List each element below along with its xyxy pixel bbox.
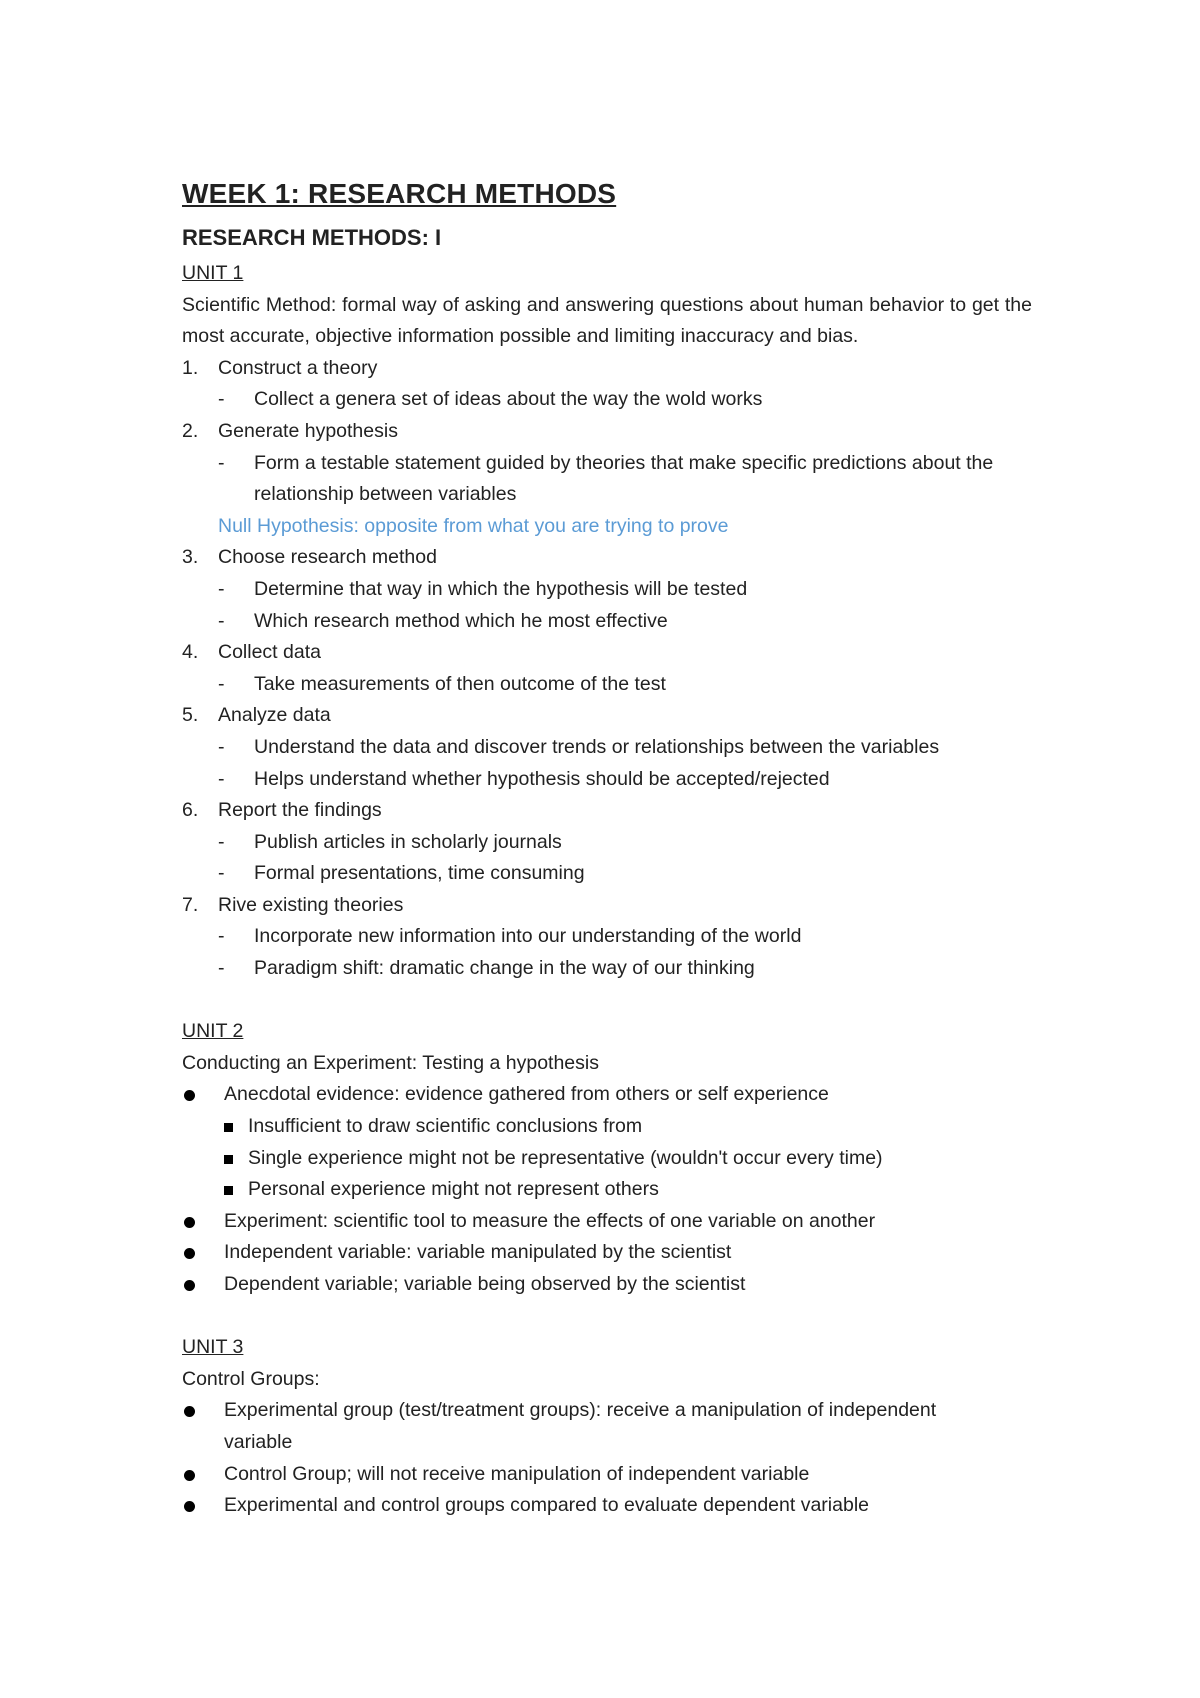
sub-text: Helps understand whether hypothesis should be accepted/rejected [254, 767, 830, 790]
step-7 [182, 890, 1032, 922]
page-subtitle: RESEARCH METHODS: I [182, 225, 442, 250]
unit-1-heading: UNIT 1 [182, 262, 244, 284]
step-1 [182, 353, 1032, 385]
dash-marker: - [218, 925, 225, 948]
step-3-sub-2 [182, 606, 1032, 638]
bullet-text: Independent variable: variable manipulated by the scientist [224, 1241, 732, 1264]
step-7-sub-1 [182, 921, 1032, 953]
step-6-sub-2 [182, 858, 1032, 890]
unit-3-heading: UNIT 3 [182, 1336, 244, 1359]
step-7-sub-2 [182, 953, 1032, 985]
bullet-dot-icon [182, 1395, 224, 1458]
bullet-dot-icon [182, 1206, 224, 1238]
step-number: 3. [182, 546, 199, 569]
step-3-sub-1 [182, 574, 1032, 606]
step-5-sub-2 [182, 764, 1032, 796]
unit-2-heading: UNIT 2 [182, 1020, 244, 1043]
step-number: 6. [182, 799, 199, 822]
bullet-dot-icon [182, 1237, 224, 1269]
unit-3-bullet-1 [182, 1395, 1032, 1458]
sub-bullet-text: Single experience might not be representative (wouldn't occur every time) [248, 1146, 883, 1169]
step-text: Collect data [218, 641, 321, 664]
sub-text: Take measurements of then outcome of the test [254, 672, 666, 695]
bullet-text: Anecdotal evidence: evidence gathered from others or self experience [224, 1083, 829, 1106]
bullet-dot-icon [182, 1079, 224, 1111]
sub-text: Determine that way in which the hypothesis will be tested [254, 577, 748, 600]
unit-2-intro: Conducting an Experiment: Testing a hypothesis [182, 1051, 599, 1074]
bullet-text: Dependent variable; variable being observed by the scientist [224, 1273, 746, 1295]
step-2-sub-1 [182, 448, 1032, 511]
sub-bullet-text: Personal experience might not represent others [248, 1178, 659, 1201]
dash-marker: - [218, 735, 225, 758]
dash-marker: - [218, 862, 225, 885]
square-bullet-icon [224, 1174, 236, 1206]
dash-marker: - [218, 830, 225, 853]
step-number: 4. [182, 641, 199, 664]
step-6-sub-1 [182, 827, 1032, 859]
unit-2-bullet-1 [182, 1079, 1032, 1111]
unit-3-bullet-3 [182, 1490, 1032, 1522]
sub-text: Collect a genera set of ideas about the way the wold works [254, 388, 763, 411]
dash-marker: - [218, 577, 225, 600]
spacer [182, 985, 1032, 1017]
bullet-dot-icon [182, 1269, 224, 1301]
bullet-text: Control Group; will not receive manipulation of independent variable [224, 1462, 810, 1485]
document-page [182, 172, 1032, 1522]
unit-1-definition: Scientific Method: formal way of asking and answering questions about human behavior to get the most accurate, objective information possible and limiting inaccuracy and bias. [182, 293, 1032, 348]
step-number: 7. [182, 893, 199, 916]
dash-marker: - [218, 451, 225, 474]
step-text: Generate hypothesis [218, 419, 398, 442]
step-text: Construct a theory [218, 356, 378, 379]
step-6 [182, 795, 1032, 827]
dash-marker: - [218, 767, 225, 790]
unit-2-sub-bullet-1 [182, 1111, 1032, 1143]
unit-2-sub-bullet-2 [182, 1143, 1032, 1175]
unit-2-bullet-3 [182, 1237, 1032, 1269]
step-2 [182, 416, 1032, 448]
sub-text: Which research method which he most effective [254, 609, 668, 632]
square-bullet-icon [224, 1111, 236, 1143]
sub-text: Formal presentations, time consuming [254, 862, 585, 885]
step-5-sub-1 [182, 732, 1032, 764]
dash-marker: - [218, 388, 225, 411]
dash-marker: - [218, 957, 225, 980]
bullet-text: Experimental group (test/treatment groups): receive a manipulation of independent variable [224, 1399, 937, 1453]
sub-text: Publish articles in scholarly journals [254, 830, 562, 853]
unit-2-sub-bullet-3 [182, 1174, 1032, 1206]
step-text: Analyze data [218, 704, 331, 727]
unit-2-bullet-4 [182, 1269, 1032, 1301]
dash-marker: - [218, 672, 225, 695]
step-text: Rive existing theories [218, 893, 404, 916]
sub-text: Paradigm shift: dramatic change in the way of our thinking [254, 957, 755, 980]
bullet-dot-icon [182, 1490, 224, 1522]
bullet-dot-icon [182, 1459, 224, 1491]
step-3 [182, 542, 1032, 574]
dash-marker: - [218, 609, 225, 632]
bullet-text: Experiment: scientific tool to measure the effects of one variable on another [224, 1209, 876, 1232]
bullet-text: Experimental and control groups compared to evaluate dependent variable [224, 1494, 869, 1517]
step-4 [182, 637, 1032, 669]
sub-text: Incorporate new information into our understanding of the world [254, 925, 802, 948]
step-5 [182, 700, 1032, 732]
step-number: 1. [182, 356, 199, 379]
unit-3-intro: Control Groups: [182, 1367, 320, 1390]
step-1-sub-1 [182, 384, 1032, 416]
step-number: 5. [182, 704, 199, 727]
sub-text: Understand the data and discover trends or relationships between the variables [254, 735, 940, 758]
null-hypothesis-note: Null Hypothesis: opposite from what you are trying to prove [218, 514, 729, 537]
sub-text: Form a testable statement guided by theories that make specific predictions about the relationship between variables [254, 451, 994, 506]
sub-bullet-text: Insufficient to draw scientific conclusions from [248, 1115, 643, 1138]
page-title: WEEK 1: RESEARCH METHODS [182, 178, 617, 209]
square-bullet-icon [224, 1143, 236, 1175]
step-number: 2. [182, 419, 199, 442]
step-text: Choose research method [218, 546, 437, 569]
step-text: Report the findings [218, 799, 382, 822]
unit-3-bullet-2 [182, 1459, 1032, 1491]
spacer [182, 1301, 1032, 1333]
step-4-sub-1 [182, 669, 1032, 701]
unit-2-bullet-2 [182, 1206, 1032, 1238]
